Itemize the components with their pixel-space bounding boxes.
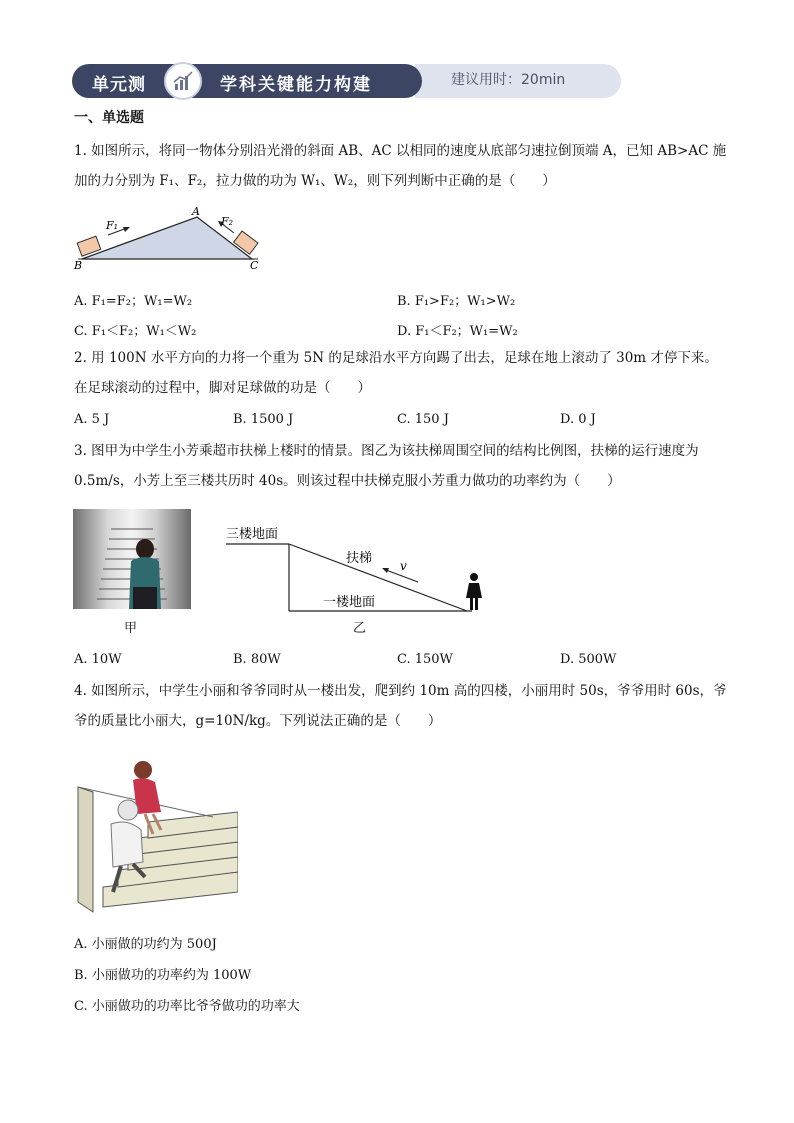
banner-title: 学科关键能力构建	[220, 75, 372, 95]
escalator-label: 扶梯	[346, 551, 373, 566]
q2-line2: 在足球滚动的过程中，脚对足球做的功是（ ）	[74, 380, 371, 396]
q3-option-d: D. 500W	[560, 652, 617, 667]
force-f1-label: F₁	[106, 219, 119, 232]
floor1-label: 一楼地面	[323, 595, 376, 610]
q4-line2: 爷的质量比小丽大，g=10N/kg。下列说法正确的是（ ）	[74, 713, 442, 729]
q2-option-b: B. 1500 J	[233, 412, 294, 427]
suggested-time: 建议用时：20min	[451, 72, 566, 88]
escalator-diagram	[222, 516, 492, 620]
stairs-illustration	[73, 742, 238, 920]
q4-line1: 4. 如图所示，中学生小丽和爷爷同时从一楼出发，爬到约 10m 高的四楼，小丽用时 50s，爷爷用时 60s，爷	[74, 683, 727, 699]
vertex-a-label: A	[192, 205, 200, 218]
q1-option-d: D. F₁＜F₂；W₁=W₂	[397, 324, 518, 339]
q1-option-a: A. F₁=F₂；W₁=W₂	[74, 294, 193, 309]
q3-option-b: B. 80W	[233, 652, 281, 667]
force-f2-label: F₂	[221, 215, 234, 228]
section-title: 一、单选题	[74, 110, 144, 126]
q1-line1: 1. 如图所示，将同一物体分别沿光滑的斜面 AB、AC 以相同的速度从底部匀速拉倒顶端 A，已知 AB>AC 施	[74, 143, 727, 159]
q2-line1: 2. 用 100N 水平方向的力将一个重为 5N 的足球沿水平方向踢了出去，足球在地上滚动了 30m 才停下来。	[74, 350, 718, 366]
q2-option-c: C. 150 J	[397, 412, 449, 427]
floor3-label: 三楼地面	[226, 527, 279, 542]
q3-option-c: C. 150W	[397, 652, 453, 667]
q4-option-b: B. 小丽做功的功率约为 100W	[74, 968, 252, 983]
q1-incline-figure	[72, 205, 272, 275]
q2-option-a: A. 5 J	[74, 412, 110, 427]
vertex-b-label: B	[74, 259, 83, 272]
vertex-c-label: C	[250, 259, 259, 272]
q1-option-c: C. F₁＜F₂；W₁＜W₂	[74, 324, 197, 339]
q2-option-d: D. 0 J	[560, 412, 596, 427]
figure-yi-label: 乙	[353, 621, 367, 636]
q1-line2: 加的力分别为 F₁、F₂，拉力做的功为 W₁、W₂，则下列判断中正确的是（ ）	[74, 173, 556, 189]
q3-line1: 3. 图甲为中学生小芳乘超市扶梯上楼时的情景。图乙为该扶梯周围空间的结构比例图，扶梯的运行速度为	[74, 443, 699, 459]
figure-jia-label: 甲	[124, 621, 138, 636]
chart-icon	[164, 62, 202, 100]
escalator-photo	[73, 509, 191, 609]
q3-option-a: A. 10W	[74, 652, 122, 667]
q4-option-a: A. 小丽做的功约为 500J	[74, 937, 217, 952]
q4-option-c: C. 小丽做功的功率比爷爷做功的功率大	[74, 999, 300, 1014]
q1-option-b: B. F₁>F₂；W₁>W₂	[397, 294, 516, 309]
velocity-label: v	[400, 559, 407, 573]
banner-unit-label: 单元测	[92, 75, 146, 95]
q3-line2: 0.5m/s，小芳上至三楼共历时 40s。则该过程中扶梯克服小芳重力做功的功率约为（ ）	[74, 473, 621, 489]
